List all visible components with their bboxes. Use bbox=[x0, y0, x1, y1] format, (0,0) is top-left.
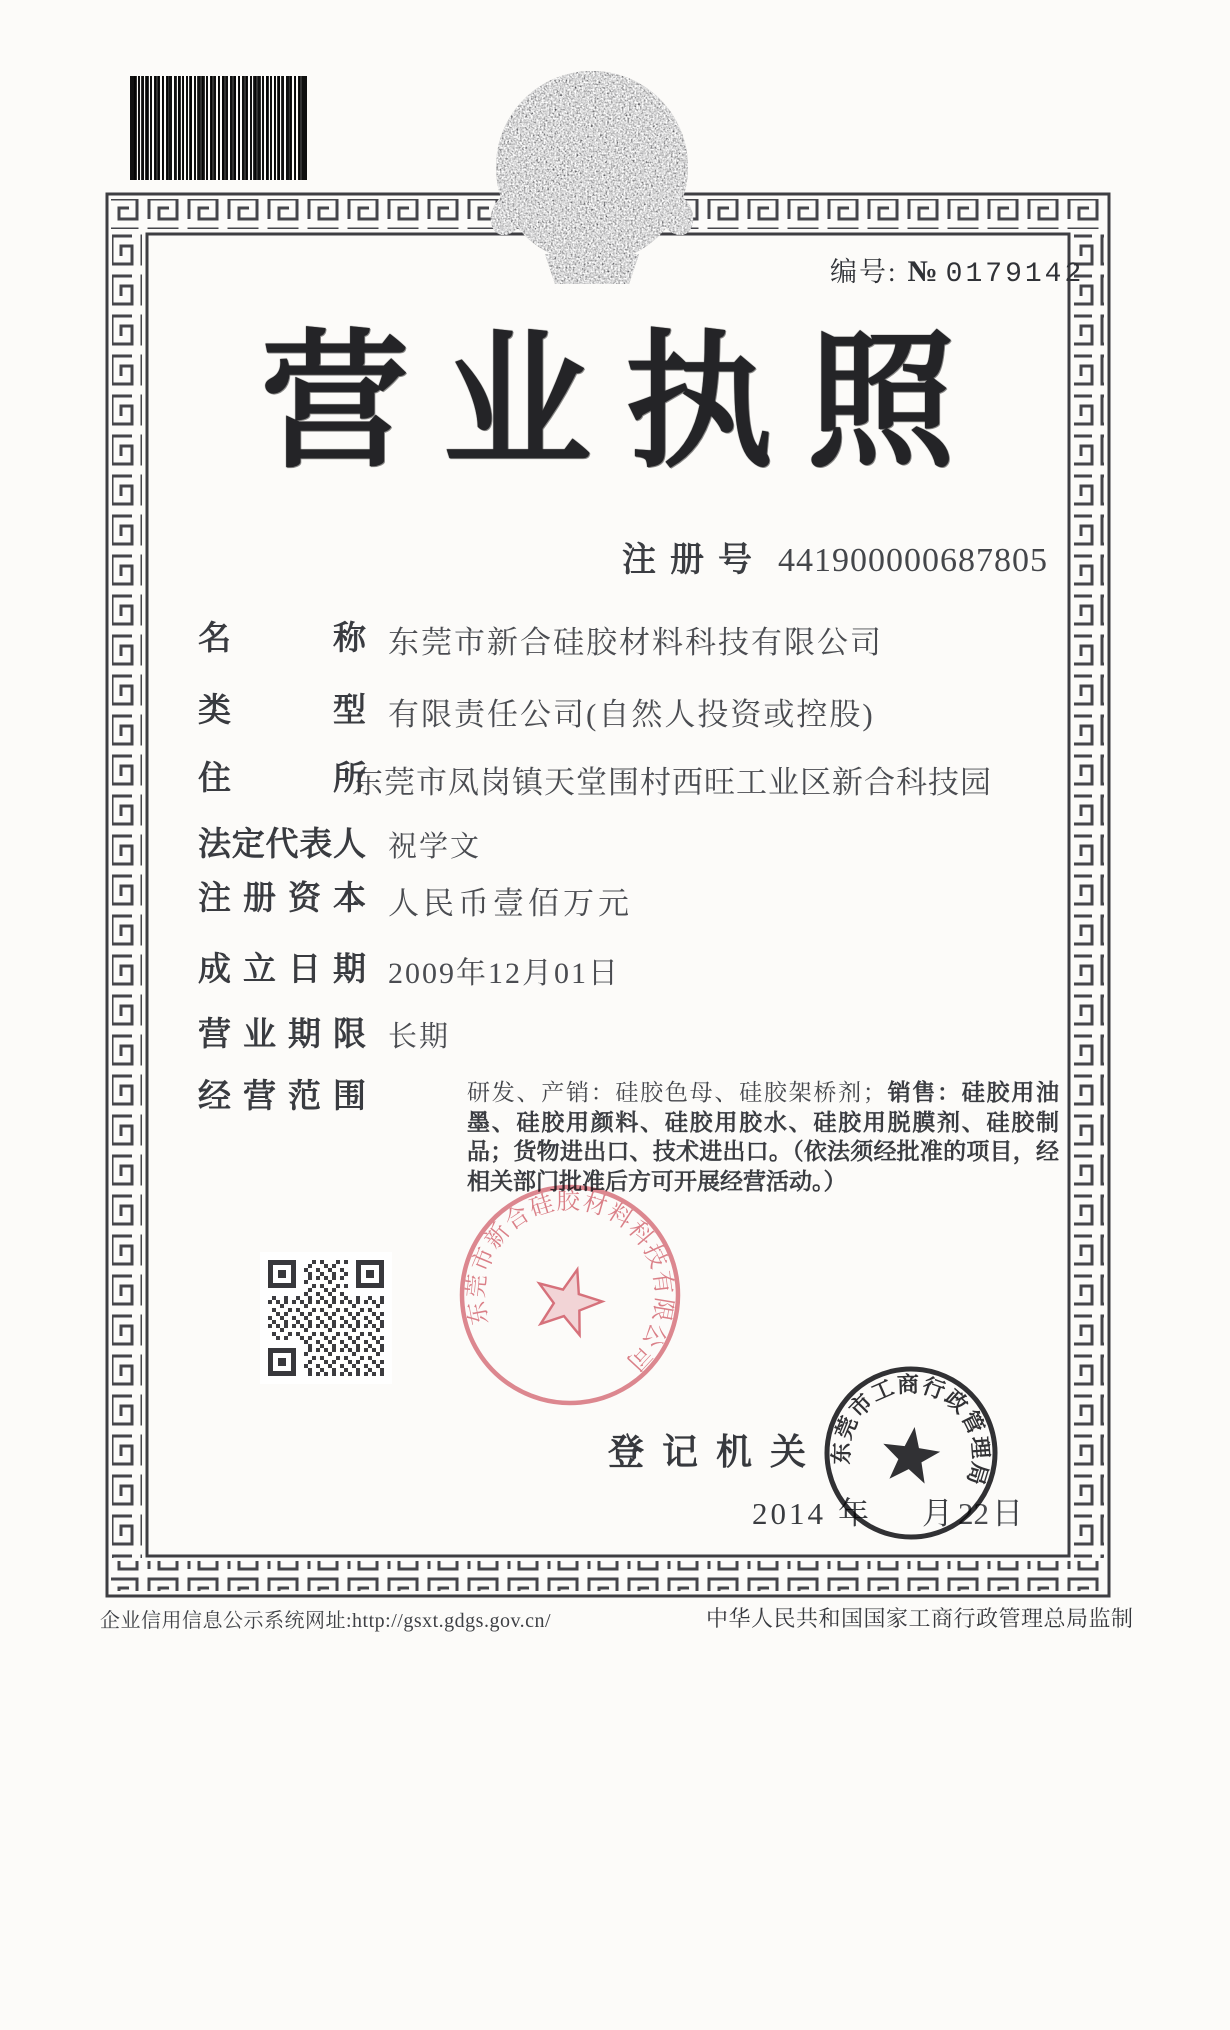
seal-star-icon bbox=[529, 1261, 609, 1339]
field-value-establish-date: 2009年12月01日 bbox=[388, 957, 620, 990]
field-value-address: 东莞市凤岗镇天堂围村西旺工业区新合科技园 bbox=[352, 765, 992, 800]
field-label-name: 名称 bbox=[198, 621, 366, 657]
field-value-legal-representative: 祝学文 bbox=[388, 831, 482, 863]
footer-issuing-authority: 中华人民共和国国家工商行政管理总局监制 bbox=[706, 1606, 1134, 1631]
company-seal-text: 东莞市新合硅胶材料科技有限公司 bbox=[463, 1188, 677, 1377]
national-emblem bbox=[475, 62, 710, 302]
footer-public-info-url: 企业信用信息公示系统网址:http://gsxt.gdgs.gov.cn/ bbox=[100, 1610, 552, 1632]
field-label-address: 住所 bbox=[198, 761, 366, 797]
field-value-registered-capital: 人民币壹佰万元 bbox=[388, 886, 633, 921]
day-unit: 日 bbox=[992, 1496, 1023, 1531]
authority-seal-text: 东莞市工商行政管理局 bbox=[828, 1371, 994, 1490]
field-label-business-term: 营业期限 bbox=[198, 1017, 366, 1053]
authority-seal-black-stamp bbox=[812, 1354, 1011, 1553]
issue-year: 2014 bbox=[752, 1496, 826, 1531]
field-label-registered-capital: 注册资本 bbox=[198, 881, 366, 917]
business-scope-emphasis: 销售：硅胶用油墨、硅胶用颜料、硅胶用胶水、硅胶用脱膜剂、硅胶制品；货物进出口、技术进出口。（依法须经批准的项目，经相关部门批准后方可开展经营活动。） bbox=[467, 1080, 1060, 1194]
registration-label: 注册号 bbox=[622, 542, 766, 579]
serial-number: 0179142 bbox=[945, 259, 1085, 290]
month-unit: 月 bbox=[922, 1496, 953, 1531]
registrar-label: 登记机关 bbox=[608, 1432, 825, 1472]
field-label-legal-representative: 法定代表人 bbox=[198, 827, 366, 863]
business-scope-lead: 研发、产销：硅胶色母、硅胶架桥剂； bbox=[467, 1080, 886, 1105]
field-label-business-scope: 经营范围 bbox=[198, 1079, 366, 1115]
serial-label: 编号: bbox=[830, 257, 898, 287]
year-unit: 年 bbox=[838, 1496, 869, 1531]
qr-code bbox=[260, 1252, 392, 1384]
registration-number: 441900000687805 bbox=[778, 542, 1048, 579]
license-title: 营业执照 bbox=[261, 320, 989, 485]
field-value-business-term: 长期 bbox=[388, 1021, 451, 1053]
barcode bbox=[130, 76, 307, 180]
field-label-type: 类型 bbox=[198, 693, 366, 729]
field-label-establish-date: 成立日期 bbox=[198, 952, 366, 988]
issue-day: 22 bbox=[958, 1496, 989, 1531]
registration-number-line bbox=[622, 532, 1048, 581]
serial-number-line bbox=[830, 250, 1084, 290]
numero-sign: № bbox=[907, 255, 940, 288]
field-value-name: 东莞市新合硅胶材料科技有限公司 bbox=[388, 625, 883, 660]
authority-seal-star-icon bbox=[879, 1423, 944, 1485]
field-value-type: 有限责任公司(自然人投资或控股) bbox=[388, 697, 875, 732]
